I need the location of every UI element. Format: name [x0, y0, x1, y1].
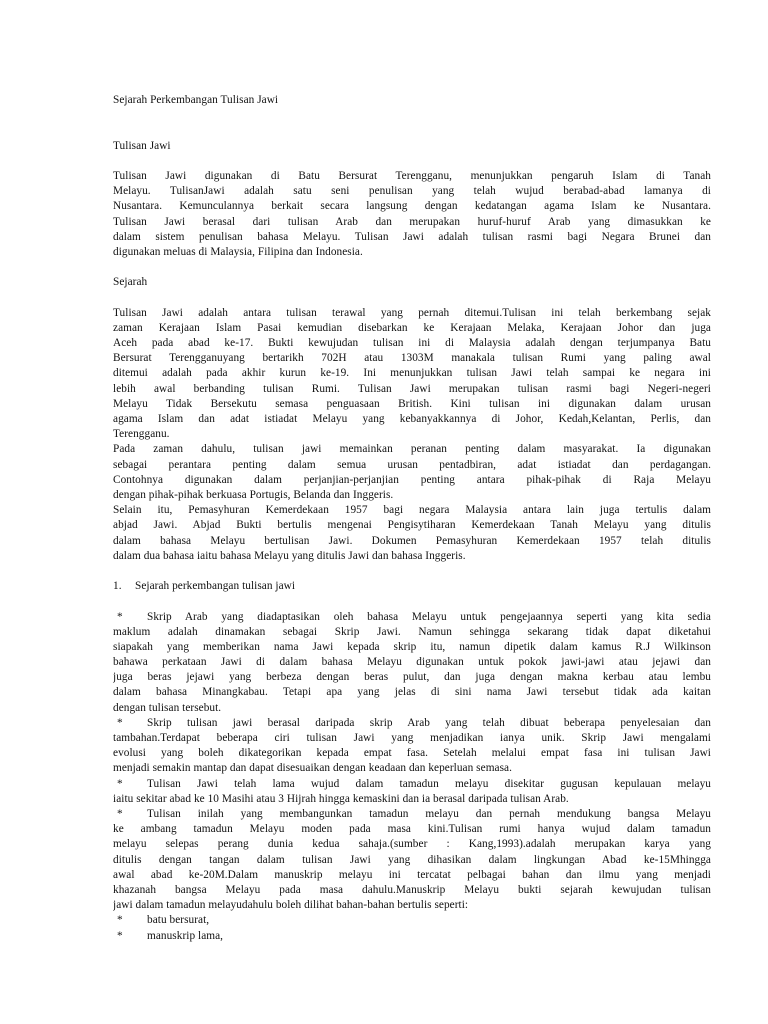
- text-line: dalam dua bahasa iaitu bahasa Melayu yang ditulis Jawi dan bahasa Inggeris.: [113, 549, 466, 562]
- text-line: siapakah yang memberikan nama Jawi kepada skrip itu, namun dipetik dalam kamus R.J Wilkinson: [113, 640, 711, 653]
- bullet-marker: *: [117, 914, 123, 927]
- text-line: Nusantara. Kemunculannya berkait secara langsung dengan kedatangan agama Islam ke Nusantara.: [113, 200, 711, 213]
- text-line: * Skrip Arab yang diadaptasikan oleh bahasa Melayu untuk pengejaannya seperti yang kita sedia: [113, 610, 711, 625]
- text-line: Melayu. TulisanJawi adalah satu seni penulisan yang telah wujud berabad-abad lamanya di: [113, 185, 711, 198]
- text-line: maklum adalah dinamakan sebagai Skrip Jawi. Namun sehingga sekarang tidak dapat diketahui: [113, 625, 711, 638]
- paragraph-zaman-dahulu: [113, 442, 711, 503]
- text-line: agama Islam dan adat istiadat Melayu yang kebanyakkannya di Johor, Kedah,Kelantan, Perlis, dan: [113, 413, 711, 425]
- bullet-item-tamadun-melayu: [113, 777, 711, 807]
- text-line: menjadi semakin mantap dan dapat disesuaikan dengan keadaan dan keperluan semasa.: [113, 762, 512, 775]
- bullet-marker: *: [117, 716, 123, 729]
- text-line: jawi dalam tamadun melayudahulu boleh dilihat bahan-bahan bertulis seperti:: [113, 899, 469, 912]
- text-line: iaitu sekitar abad ke 10 Masihi atau 3 Hijrah hingga kemaskini dan ia berasal daripada tulisan Arab.: [113, 792, 569, 805]
- list-item: * batu bersurat,: [113, 913, 711, 928]
- text-line: Bersurat Terengganuyang bertarikh 702H atau 1303M manakala tulisan Rumi yang paling awal: [113, 352, 711, 365]
- text-line: Terengganu.: [113, 428, 170, 441]
- text-line: tambahan.Terdapat beberapa ciri tulisan Jawi yang menjadikan ianya unik. Skrip Jawi mengalami: [113, 732, 711, 745]
- text-line: dalam sistem penulisan bahasa Melayu. Tulisan Jawi adalah tulisan rasmi bagi Negara Brunei dan: [113, 230, 711, 243]
- section-title: Sejarah perkembangan tulisan jawi: [135, 580, 296, 593]
- text-line: ditemui adalah pada akhir kurun ke-19. Ini menunjukkan tulisan Jawi telah sampai ke negara ini: [113, 367, 711, 380]
- bullet-marker: *: [117, 777, 123, 790]
- list-item: * manuskrip lama,: [113, 929, 711, 944]
- paragraph-sejarah: [113, 306, 711, 443]
- document-title: Sejarah Perkembangan Tulisan Jawi: [113, 94, 279, 106]
- text-line: juga beras jejawi yang berbeza dengan beras pulut, dan juga dengan makna kerbau atau lembu: [113, 671, 711, 684]
- text-line: Tulisan Jawi adalah antara tulisan terawal yang pernah ditemui.Tulisan ini telah berkembang sejak: [113, 306, 711, 319]
- text-line: melayu selepas perang dunia kedua sahaja.(sumber : Kang,1993).adalah merupakan karya yang: [113, 838, 711, 851]
- bullet-item-skrip-arab: [113, 610, 711, 716]
- text-line: dalam bahasa Melayu bertulisan Jawi. Dokumen Pemasyhuran Kemerdekaan 1957 telah ditulis: [113, 534, 711, 547]
- text-line: evolusi yang boleh dikategorikan kepada empat fasa. Setelah melalui empat fasa ini tulisan Jawi: [113, 747, 711, 760]
- text-line: lebih awal berbanding tulisan Rumi. Tulisan Jawi merupakan tulisan rasmi bagi Negeri-negeri: [113, 382, 711, 395]
- text-line: * Tulisan inilah yang membangunkan tamadun melayu dan pernah mendukung bangsa Melayu: [113, 807, 711, 822]
- text-line: * Tulisan Jawi telah lama wujud dalam tamadun melayu disekitar gugusan kepulauan melayu: [113, 777, 711, 792]
- text-line: dalam bahasa Minangkabau. Tetapi apa yang jelas di sini nama Jawi tersebut tidak ada kaitan: [113, 686, 711, 699]
- bullet-item-tulisan-inilah: [113, 807, 711, 913]
- bullet-marker: *: [117, 610, 123, 623]
- text-line: Selain itu, Pemasyhuran Kemerdekaan 1957 bagi negara Malaysia antara lain juga tertulis dalam: [113, 504, 711, 517]
- text-line: ditulis dengan tangan dalam tulisan Jawi yang dihasikan dalam lingkungan Abad ke-15Mhingga: [113, 853, 711, 866]
- text-line: digunakan meluas di Malaysia, Filipina dan Indonesia.: [113, 245, 363, 258]
- text-line: Aceh pada abad ke-17. Bukti kewujudan tulisan ini di Malaysia adalah dengan terjumpanya Batu: [113, 337, 711, 350]
- text-line: Contohnya digunakan dalam perjanjian-perjanjian penting antara pihak-pihak di Raja Melayu: [113, 473, 711, 486]
- section-heading-1: [113, 579, 711, 594]
- bullet-item-skrip-tulisan: [113, 716, 711, 777]
- heading-tulisan-jawi: Tulisan Jawi: [113, 139, 171, 152]
- section-number: 1.: [113, 580, 122, 593]
- text-line: Melayu Tidak Bersekutu semasa penguasaan British. Kini tulisan ini digunakan dalam urusan: [113, 397, 711, 410]
- bullet-marker: *: [117, 807, 123, 820]
- paragraph-intro: [113, 169, 711, 260]
- text-line: Tulisan Jawi berasal dari tulisan Arab dan merupakan huruf-huruf Arab yang dimasukkan ke: [113, 215, 711, 228]
- text-line: zaman Kerajaan Islam Pasai kemudian disebarkan ke Kerajaan Melaka, Kerajaan Johor dan juga: [113, 321, 711, 334]
- text-line: dengan tulisan tersebut.: [113, 701, 222, 714]
- text-line: khazanah bangsa Melayu pada masa dahulu.Manuskrip Melayu bukti sejarah kewujudan tulisan: [113, 883, 711, 896]
- text-line: Pada zaman dahulu, tulisan jawi memainkan peranan penting dalam masyarakat. Ia digunakan: [113, 443, 711, 456]
- text-line: awal abad ke-20M.Dalam manuskrip melayu ini tercatat pelbagai bahan dan ilmu yang menjadi: [113, 868, 711, 881]
- text-line: abjad Jawi. Abjad Bukti bertulis mengenai Pengisytiharan Kemerdekaan Tanah Melayu yang ditulis: [113, 519, 711, 532]
- text-line: dengan pihak-pihak berkuasa Portugis, Belanda dan Inggeris.: [113, 488, 394, 501]
- text-line: sebagai perantara penting dalam semua urusan pentadbiran, adat istiadat dan perdagangan.: [113, 458, 711, 471]
- text-line: ke ambang tamadun Melayu moden pada masa kini.Tulisan rumi hanya wujud dalam tamadun: [113, 823, 711, 836]
- bullet-marker: *: [117, 929, 123, 942]
- text-line: * Skrip tulisan jawi berasal daripada skrip Arab yang telah dibuat beberapa penyelesaian dan: [113, 716, 711, 731]
- text-line: Tulisan Jawi digunakan di Batu Bersurat Terengganu, menunjukkan pengaruh Islam di Tanah: [113, 169, 711, 182]
- heading-sejarah: Sejarah: [113, 276, 148, 289]
- text-line: bahawa perkataan Jawi di dalam bahasa Melayu digunakan untuk pokok jawi-jawi atau jejawi dan: [113, 656, 711, 669]
- paragraph-kemerdekaan: [113, 503, 711, 564]
